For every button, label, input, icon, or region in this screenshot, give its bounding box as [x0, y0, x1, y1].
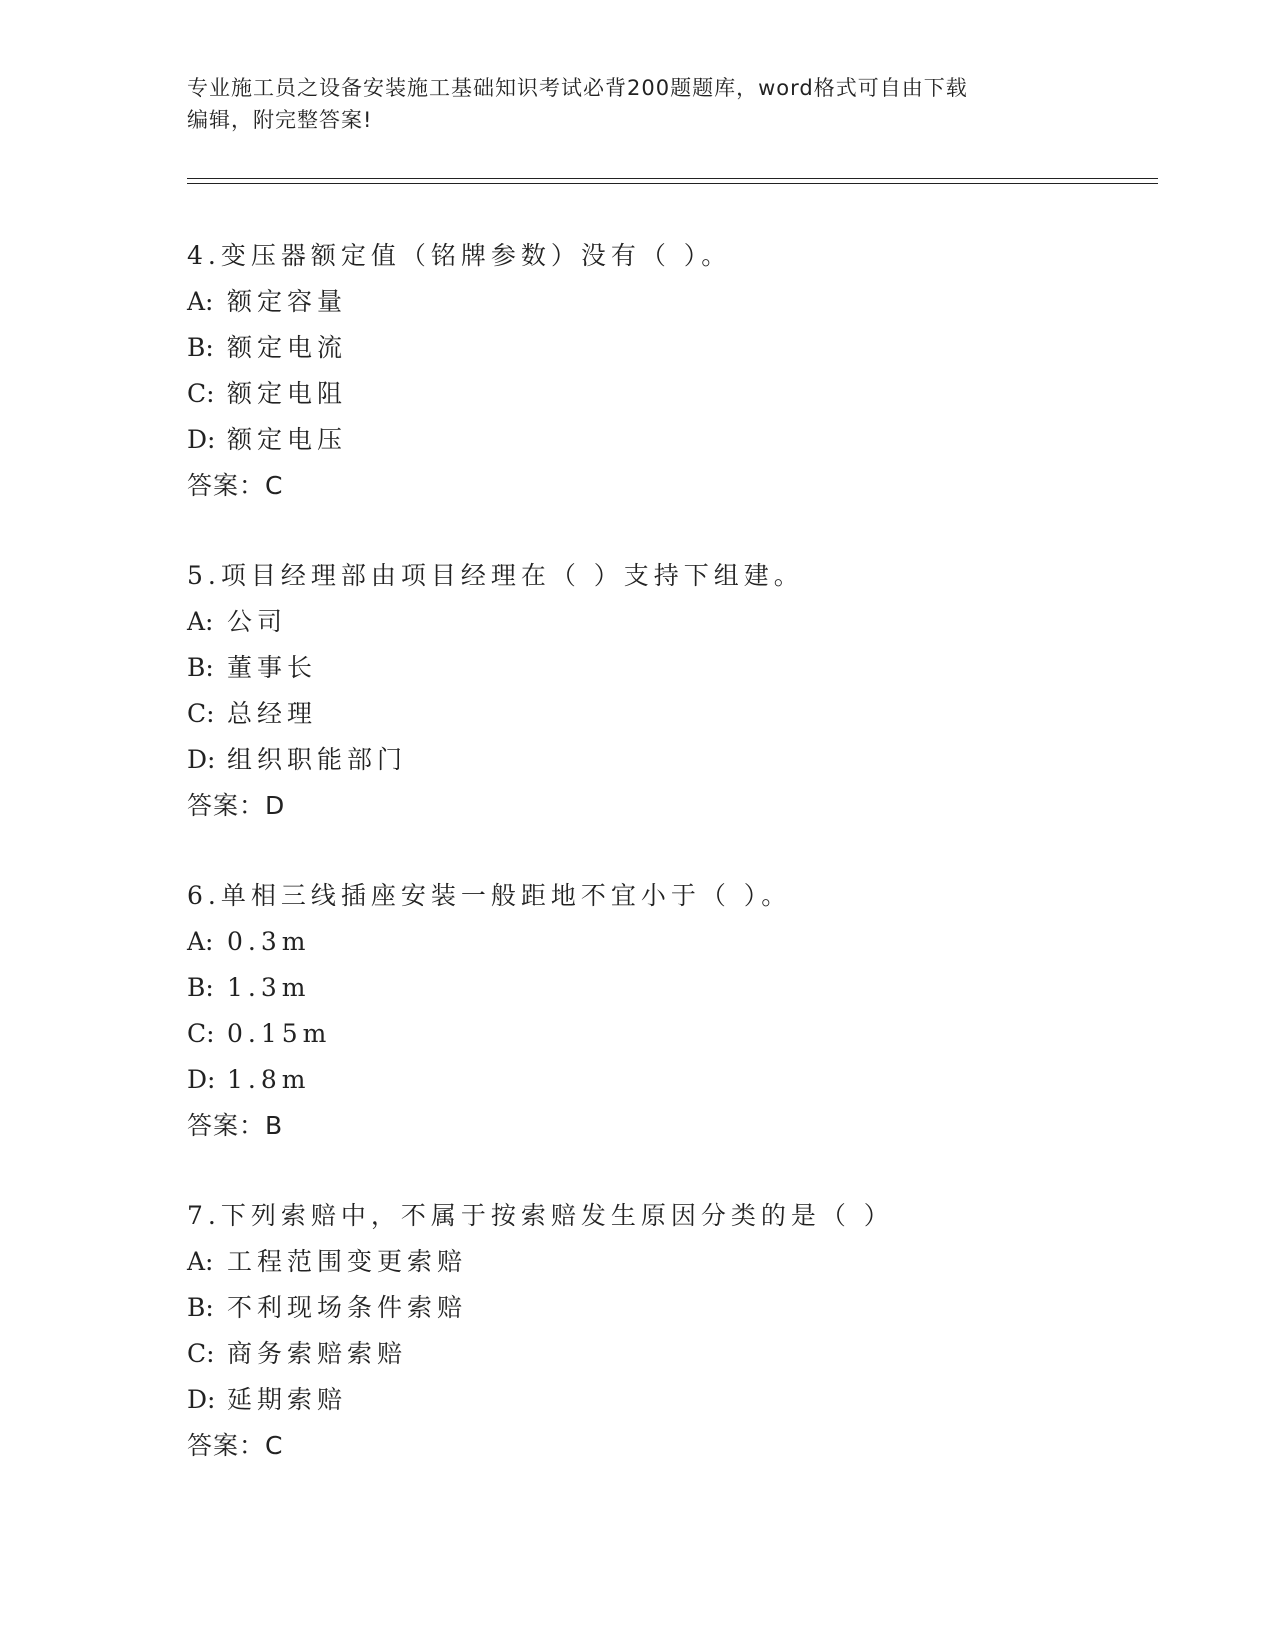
option-key: D: — [187, 425, 216, 454]
option-text: 商务索赔索赔 — [227, 1339, 408, 1368]
option-text: 工程范围变更索赔 — [227, 1247, 468, 1276]
option-text: 公司 — [227, 607, 288, 636]
option-key: D: — [187, 1385, 216, 1414]
header-divider-top — [187, 178, 1158, 179]
option-b — [187, 645, 1167, 691]
option-key: A: — [187, 287, 214, 316]
option-a — [187, 919, 1167, 965]
option-text: 不利现场条件索赔 — [227, 1293, 468, 1322]
option-key: C: — [187, 1339, 215, 1368]
option-key: B: — [187, 973, 214, 1002]
option-key: A: — [187, 1247, 214, 1276]
option-b — [187, 965, 1167, 1011]
question-text: 5.项目经理部由项目经理在（ ）支持下组建。 — [187, 561, 804, 590]
header-line-1: 专业施工员之设备安装施工基础知识考试必背200题题库，word格式可自由下载 — [187, 76, 968, 100]
option-text: 1.3m — [227, 973, 311, 1002]
option-b — [187, 1285, 1167, 1331]
option-key: B: — [187, 333, 214, 362]
option-text: 0.3m — [227, 927, 311, 956]
answer-line: 答案：D — [187, 791, 286, 820]
option-key: C: — [187, 699, 215, 728]
option-d — [187, 737, 1167, 783]
answer-line: 答案：B — [187, 1111, 284, 1140]
option-a — [187, 1239, 1167, 1285]
option-key: A: — [187, 927, 214, 956]
option-c — [187, 371, 1167, 417]
header-divider-bottom — [187, 183, 1158, 184]
option-b — [187, 325, 1167, 371]
option-d — [187, 417, 1167, 463]
question-block-5 — [187, 553, 1167, 829]
answer-line: 答案：C — [187, 471, 284, 500]
option-text: 董事长 — [227, 653, 318, 682]
question-block-4 — [187, 233, 1167, 509]
option-text: 组织职能部门 — [227, 745, 408, 774]
option-c — [187, 1011, 1167, 1057]
option-text: 总经理 — [227, 699, 318, 728]
option-key: C: — [187, 379, 215, 408]
option-a — [187, 279, 1167, 325]
option-key: C: — [187, 1019, 215, 1048]
document-header — [187, 72, 1067, 136]
option-d — [187, 1377, 1167, 1423]
option-c — [187, 1331, 1167, 1377]
option-text: 额定电阻 — [227, 379, 348, 408]
header-line-2: 编辑，附完整答案! — [187, 108, 373, 132]
question-text: 6.单相三线插座安装一般距地不宜小于（ ）。 — [187, 881, 792, 910]
option-text: 1.8m — [227, 1065, 311, 1094]
question-block-7 — [187, 1193, 1167, 1469]
question-text: 4.变压器额定值（铭牌参数）没有（ ）。 — [187, 241, 732, 270]
question-block-6 — [187, 873, 1167, 1149]
option-key: B: — [187, 1293, 214, 1322]
option-text: 延期索赔 — [227, 1385, 348, 1414]
answer-line: 答案：C — [187, 1431, 284, 1460]
option-key: D: — [187, 1065, 216, 1094]
option-d — [187, 1057, 1167, 1103]
option-key: A: — [187, 607, 214, 636]
option-text: 额定电压 — [227, 425, 348, 454]
option-c — [187, 691, 1167, 737]
question-text: 7.下列索赔中，不属于按索赔发生原因分类的是（ ） — [187, 1201, 894, 1230]
option-text: 额定容量 — [227, 287, 348, 316]
option-key: D: — [187, 745, 216, 774]
option-key: B: — [187, 653, 214, 682]
option-text: 额定电流 — [227, 333, 348, 362]
option-a — [187, 599, 1167, 645]
option-text: 0.15m — [227, 1019, 332, 1048]
